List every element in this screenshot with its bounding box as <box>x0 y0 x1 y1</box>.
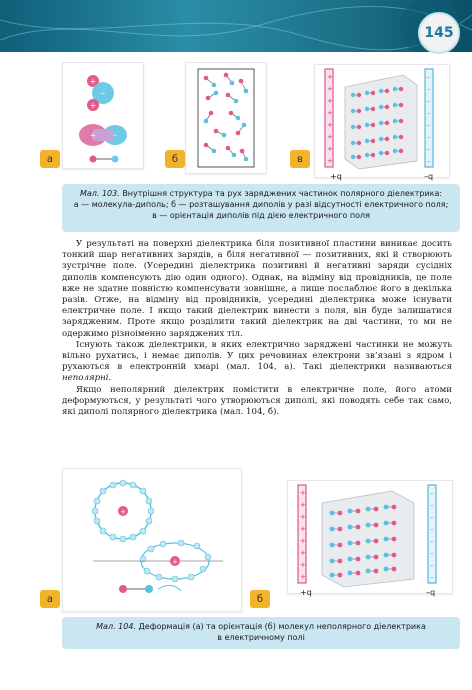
random-dipoles-illustration <box>186 63 266 173</box>
svg-text:+: + <box>300 513 306 521</box>
svg-text:–: – <box>427 133 431 141</box>
svg-text:–: – <box>427 109 431 117</box>
atom-deformation-illustration <box>63 469 241 611</box>
svg-text:+: + <box>300 537 306 545</box>
svg-text:+: + <box>89 131 97 140</box>
svg-text:–: – <box>427 157 431 165</box>
svg-text:+: + <box>327 145 333 153</box>
caption-103-title: Внутрішня структура та рух заряджених частинок полярного діелектрика: <box>122 189 443 198</box>
svg-text:–: – <box>427 73 431 81</box>
minus-q-label-103: –q <box>424 172 434 181</box>
panel-label-104-a: а <box>40 590 60 608</box>
svg-text:+: + <box>120 508 126 516</box>
svg-text:+: + <box>327 109 333 117</box>
header-decoration <box>0 0 472 52</box>
svg-text:+: + <box>89 101 97 110</box>
svg-text:+: + <box>327 157 333 165</box>
panel-label-104-b: б <box>250 590 270 608</box>
svg-text:+: + <box>300 573 306 581</box>
paragraph-2-text: Існують також діелектрики, в яких електрично заряджені частинки не можуть вільно рухатись, і немає диполів. У цих речовинах електрони зв’язані з ядром і рухаються в електронній хмарі (мал. 104, а). Такі діелектрики називаються <box>62 339 452 373</box>
figure-104-panel-b <box>287 480 453 594</box>
panel-label-c: в <box>290 150 310 168</box>
svg-text:–: – <box>427 97 431 105</box>
svg-text:+: + <box>327 85 333 93</box>
svg-text:+: + <box>327 121 333 129</box>
nonpolar-oriented-dipoles-illustration <box>288 481 452 593</box>
paragraph-1: У результаті на поверхні діелектрика біля позитивної пластини виникає досить тонкий шар негативних зарядів, а біля негативної — позитивних, які й створюють зустрічне поле. (Усередині діелектрика позитивні й негативні заряди сусідніх диполів компенсують дію один одного). Однак, на відміну від провідників, це поле вже не здатне повністю компенсувати зовнішнє, а лише послаблює його в декілька разів. Отже, на відміну від провідників, усередині діелектрика може існувати електричне поле. І якщо такий діелектрик винести з поля, він буде залишатися зарядженим. Проте якщо розділити такий діелектрик на дві частини, то ми не одержимо різноіменно заряджених тіл. <box>62 239 452 339</box>
caption-103-line3: в — орієнтація диполів під дією електричного поля <box>152 211 370 220</box>
svg-text:+: + <box>300 549 306 557</box>
figure-103-panel-c <box>314 64 450 178</box>
svg-text:–: – <box>430 501 434 509</box>
svg-text:–: – <box>427 85 431 93</box>
svg-text:+: + <box>300 501 306 509</box>
oriented-dipoles-illustration <box>315 65 449 177</box>
svg-text:+: + <box>300 489 306 497</box>
caption-104-number: Мал. 104. <box>96 622 136 631</box>
svg-text:+: + <box>327 133 333 141</box>
plus-q-label-104: +q <box>300 588 312 597</box>
svg-text:+: + <box>300 525 306 533</box>
panel-label-a: а <box>40 150 60 168</box>
caption-103-number: Мал. 103. <box>79 189 120 198</box>
minus-q-label-104: –q <box>426 588 436 597</box>
svg-text:–: – <box>427 121 431 129</box>
svg-text:–: – <box>430 525 434 533</box>
caption-104-line2: в електричному полі <box>217 633 305 642</box>
paragraph-3: Якщо неполярний діелектрик помістити в електричне поле, його атоми деформуються, у результаті чого утворюються диполі, які поводять себе так само, які диполі полярного діелектрика (мал. 104, б). <box>62 384 452 418</box>
svg-text:+: + <box>172 558 178 566</box>
paragraph-2 <box>62 340 452 385</box>
svg-text:–: – <box>430 489 434 497</box>
figure-104-caption <box>62 617 460 649</box>
figure-103-panel-b <box>185 62 267 174</box>
svg-text:–: – <box>430 561 434 569</box>
svg-text:–: – <box>430 513 434 521</box>
plus-q-label-103: +q <box>330 172 342 181</box>
term-nonpolar: неполярні <box>62 373 109 384</box>
caption-103-line2: а — молекула-диполь; б — розташування диполів у разі відсутності електричного поля; <box>73 200 449 209</box>
svg-text:+: + <box>327 97 333 105</box>
page-number: 145 <box>418 12 460 54</box>
figure-104-panel-a <box>62 468 242 612</box>
figure-103-panel-a <box>62 62 144 169</box>
dipole-molecule-illustration <box>63 63 143 168</box>
svg-text:–: – <box>430 549 434 557</box>
figure-103-caption <box>62 184 460 232</box>
svg-text:–: – <box>430 537 434 545</box>
term-suffix: . <box>108 373 112 384</box>
caption-104-text: Деформація (а) та орієнтація (б) молекул неполярного діелектрика <box>138 622 426 631</box>
svg-text:+: + <box>300 561 306 569</box>
body-text <box>62 239 452 418</box>
svg-text:–: – <box>113 131 117 140</box>
svg-text:–: – <box>430 573 434 581</box>
svg-text:+: + <box>327 73 333 81</box>
svg-text:–: – <box>100 89 106 99</box>
svg-text:+: + <box>89 77 97 86</box>
svg-text:–: – <box>427 145 431 153</box>
panel-label-b: б <box>165 150 185 168</box>
